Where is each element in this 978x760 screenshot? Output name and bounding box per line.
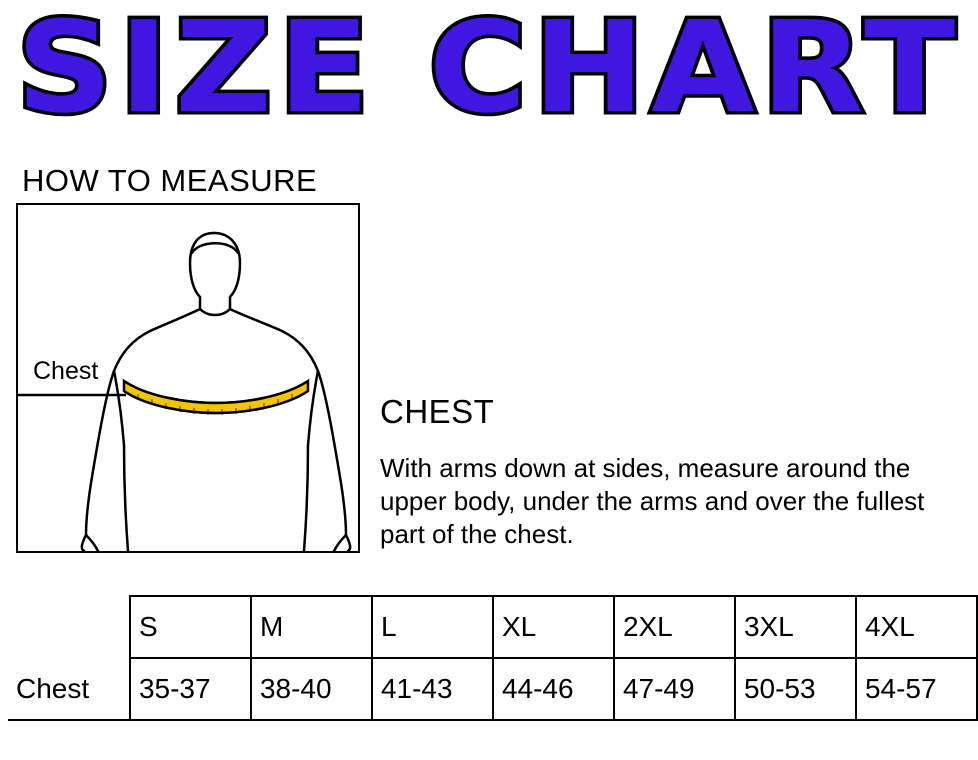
page-title-banner — [0, 0, 978, 148]
table-header-4xl: 4XL — [856, 596, 977, 658]
chest-callout-label: Chest — [33, 357, 99, 385]
table-corner-cell — [8, 596, 130, 658]
table-header-3xl: 3XL — [735, 596, 856, 658]
table-cell-chest-3xl: 50-53 — [735, 658, 856, 720]
table-cell-chest-m: 38-40 — [251, 658, 372, 720]
table-header-2xl: 2XL — [614, 596, 735, 658]
size-chart-table — [8, 595, 978, 721]
table-cell-chest-xl: 44-46 — [493, 658, 614, 720]
table-cell-chest-s: 35-37 — [130, 658, 251, 720]
table-header-m: M — [251, 596, 372, 658]
table-header-xl: XL — [493, 596, 614, 658]
table-header-l: L — [372, 596, 493, 658]
table-cell-chest-2xl: 47-49 — [614, 658, 735, 720]
table-row-header — [8, 596, 977, 658]
tape-measure-icon — [124, 381, 308, 415]
table-row-label-chest: Chest — [8, 658, 130, 720]
description-heading: CHEST — [380, 393, 495, 430]
page-title: SIZE CHART — [16, 0, 962, 141]
table-cell-chest-l: 41-43 — [372, 658, 493, 720]
table-cell-chest-4xl: 54-57 — [856, 658, 977, 720]
how-to-measure-heading: HOW TO MEASURE — [22, 163, 318, 198]
table-header-s: S — [130, 596, 251, 658]
description-body: With arms down at sides, measure around the upper body, under the arms and over the fullest part of the chest. — [380, 453, 925, 549]
table-row — [8, 658, 977, 720]
